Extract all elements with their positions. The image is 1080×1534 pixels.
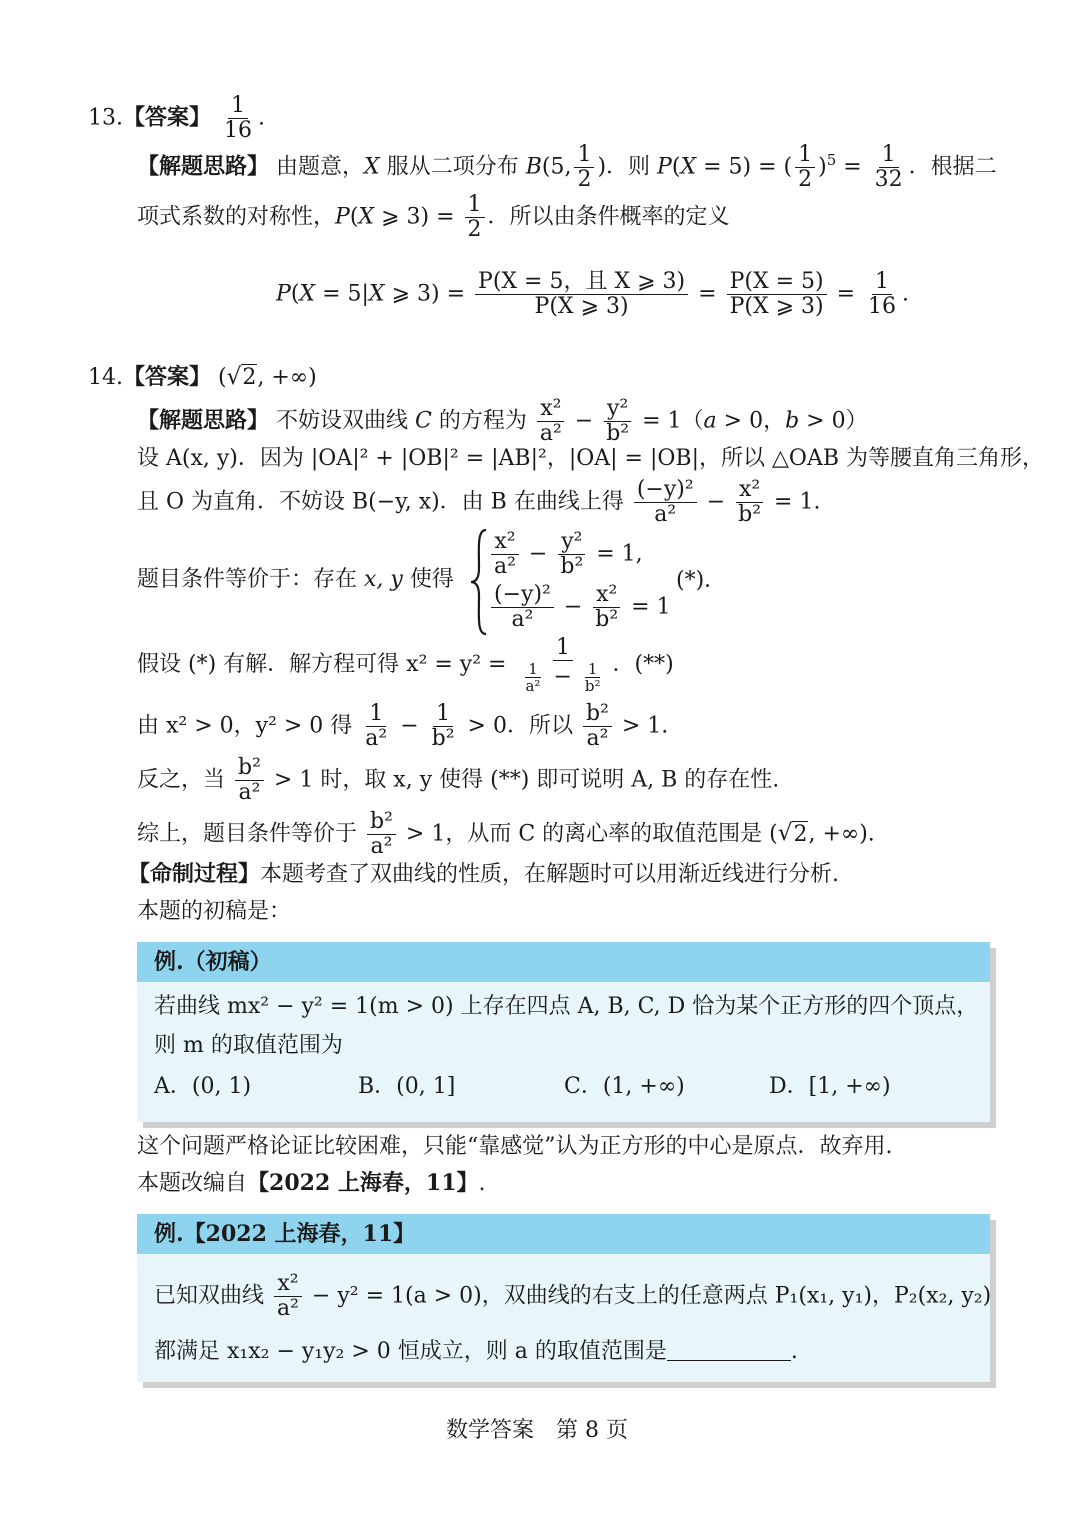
system-equation-2: $\frac{\text{(−y)²}}{\text{a²}}$ − $\frac{\text{x²}}{\text{b²}}$ = 1 — [488, 583, 671, 632]
option-c: C．(1, +∞) — [564, 1074, 685, 1099]
q14-solution-line-3: 且 O 为直角．不妨设 B(−y, x)．由 B 在曲线上得 $\frac{\text{(−y)²}}{\text{a²}}$ − $\frac{\text{x²}}{\text{b²}}$ = 1. — [137, 477, 821, 527]
solution-label: 【解题思路】 — [137, 153, 270, 180]
q14-solution-line-8: 综上，题目条件等价于 $\frac{\text{b²}}{\text{a²}}$ > 1，从而 C 的离心率的取值范围是 ( √ 2 , +∞). — [137, 809, 875, 859]
q13-solution-line-1: 【解题思路】 由题意，X 服从二项分布 B(5, $\frac{1}{2}$ )．则 P(X = 5) = ( $\frac{1}{2}$ )$^5$ = $\frac{1}{32}$ ．根据二 — [137, 142, 997, 192]
example-line-2: 则 m 的取值范围为 — [154, 1033, 343, 1058]
q14-condition-text: 题目条件等价于：存在 x, y 使得 — [137, 567, 454, 592]
q13-conditional-probability-equation: P(X = 5|X ⩾ 3) = $\frac{\text{P(X = 5，且 X ⩾ 3)}}{P(X ⩾ 3)}$ = $\frac{P(X = 5)}{P(X ⩾ 3)}$ = $\frac{1}{16}$ . — [276, 269, 910, 319]
q14-solution-line-2: 设 A(x, y)．因为 |OA|² + |OB|² = |AB|²，|OA| = |OB|，所以 △OAB 为等腰直角三角形， — [137, 446, 1045, 471]
question-number: 14. — [88, 365, 123, 390]
sqrt-symbol: √ 2 — [777, 820, 808, 847]
answer-blank — [667, 1340, 791, 1361]
option-d: D．[1, +∞) — [769, 1074, 891, 1099]
q14-solution-line-6: 由 x² > 0，y² > 0 得 $\frac{1}{\text{a²}}$ − $\frac{1}{\text{b²}}$ > 0．所以 $\frac{\text{b²}}{\text{a²}}$ > 1. — [137, 701, 669, 751]
example-box-title: 例.（初稿） — [137, 942, 990, 982]
question-number: 13. — [88, 105, 123, 131]
q14-design-process: 【命制过程】本题考查了双曲线的性质，在解题时可以用渐近线进行分析. — [128, 861, 840, 887]
q13-answer-line: 13.【答案】 $\frac{1}{16}$ . — [88, 93, 266, 143]
example-line-1: 已知双曲线 $\frac{\text{x²}}{\text{a²}}$ − y² = 1(a > 0)，双曲线的右支上的任意两点 P₁(x₁, y₁)，P₂(x₂, y₂) — [154, 1271, 992, 1321]
q13-solution-line-2: 项式系数的对称性，P(X ⩾ 3) = $\frac{1}{2}$ ．所以由条件概率的定义 — [137, 192, 730, 242]
left-brace-icon — [468, 528, 490, 636]
answer-label: 【答案】 — [123, 104, 212, 131]
solution-label: 【解题思路】 — [137, 407, 270, 434]
sqrt-symbol: √ 2 — [226, 364, 257, 391]
q14-solution-line-7: 反之，当 $\frac{\text{b²}}{\text{a²}}$ > 1 时，取 x, y 使得 (**) 即可说明 A, B 的存在性. — [137, 755, 780, 805]
q14-answer-line: 14.【答案】 ( √ 2 , +∞) — [88, 364, 317, 391]
process-label: 【命制过程】 — [128, 861, 261, 887]
answer-label: 【答案】 — [123, 364, 212, 390]
example-line-1: 若曲线 mx² − y² = 1(m > 0) 上存在四点 A, B, C, D 恰为某个正方形的四个顶点， — [154, 994, 979, 1019]
example-box-source — [137, 1214, 990, 1382]
example-box-draft — [137, 942, 990, 1122]
system-equation-1: $\frac{\text{x²}}{\text{a²}}$ − $\frac{\text{y²}}{\text{b²}}$ = 1, — [488, 530, 643, 579]
example-line-2: 都满足 x₁x₂ − y₁y₂ > 0 恒成立，则 a 的取值范围是 . — [154, 1339, 798, 1364]
adapted-from: 本题改编自【2022 上海春，11】. — [137, 1170, 486, 1196]
q14-solution-line-1: 【解题思路】 不妨设双曲线 C 的方程为 $\frac{\text{x²}}{\text{a²}}$ − $\frac{\text{y²}}{\text{b²}}$ = 1（a > 0，b > 0） — [137, 396, 868, 446]
q14-solution-line-5: 假设 (*) 有解．解方程可得 x² = y² = 1 $\frac{1}{\text{a²}}$ − $\frac{1}{\text{b²}}$ ．(**) — [137, 635, 674, 695]
option-a: A．(0, 1) — [154, 1074, 252, 1099]
example-box-title: 例.【2022 上海春，11】 — [137, 1214, 990, 1254]
answer-fraction: $\frac{1}{16}$ — [224, 93, 253, 143]
system-tag: (*)． — [676, 568, 727, 593]
draft-comment: 这个问题严格论证比较困难，只能“靠感觉”认为正方形的中心是原点．故弃用. — [137, 1134, 893, 1159]
draft-intro: 本题的初稿是： — [137, 899, 292, 924]
page-footer: 数学答案 第 8 页 — [446, 1418, 628, 1443]
option-b: B．(0, 1] — [358, 1074, 456, 1099]
